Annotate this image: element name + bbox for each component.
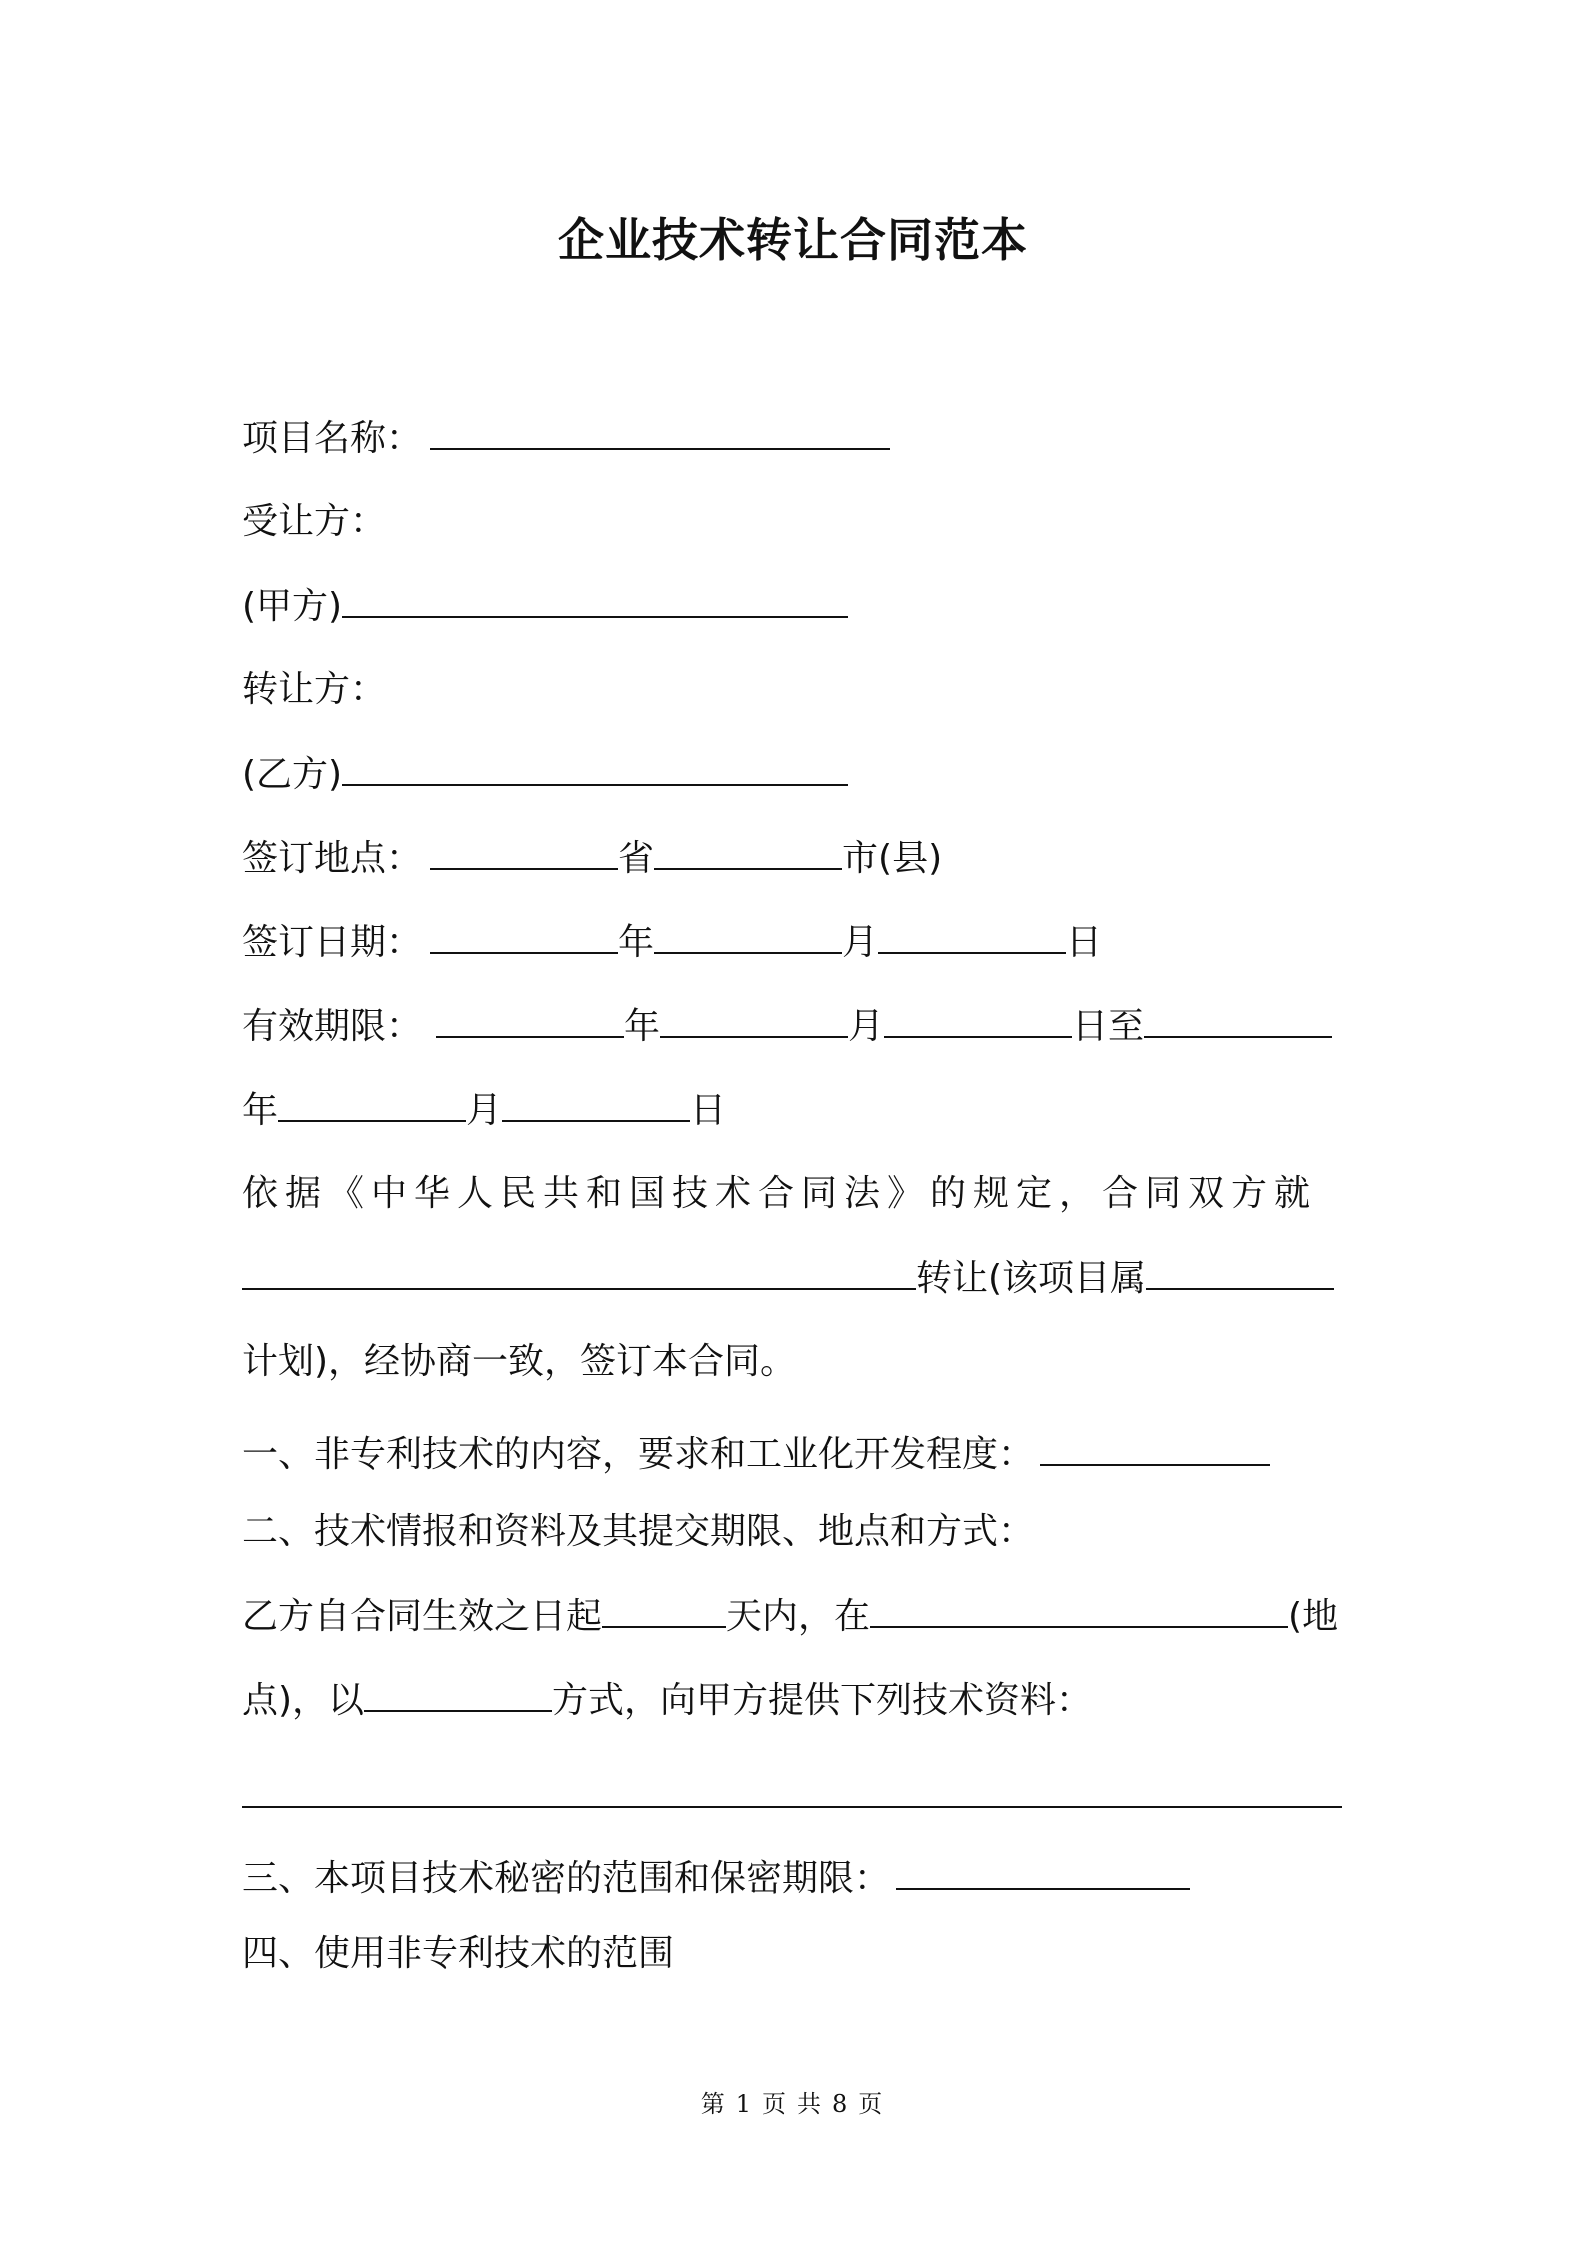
month-unit: 月 [848,1006,885,1047]
sign-place-line [242,834,942,883]
section-2-text: 二、技术情报和资料及其提交期限、地点和方式： [242,1511,1035,1552]
party-a-line [242,582,848,631]
preamble-text-1: 依据《中华人民共和国技术合同法》的规定，合同双方就 [242,1173,1318,1214]
city-unit: 市(县) [842,838,943,879]
section-2-text-e: 方式，向甲方提供下列技术资料： [552,1680,1093,1721]
validity-line [242,1002,1332,1051]
footer-total-pages: 8 [832,2090,851,2118]
preamble-line-1 [242,1170,1317,1218]
section-2-text-d: 点)，以 [242,1680,365,1721]
month-unit: 月 [466,1090,503,1131]
section-2-text-b: 天内，在 [726,1596,871,1637]
sign-date-label: 签订日期： [242,922,423,963]
document-title: 企业技术转让合同范本 [558,213,1028,267]
sign-day-blank[interactable] [878,918,1066,954]
party-a-label: (甲方) [242,586,343,627]
footer-total-prefix: 共 [797,2090,824,2118]
section-2-body-line-2 [242,1676,1092,1725]
party-a-blank[interactable] [342,582,848,618]
year-unit: 年 [624,1006,661,1047]
project-name-label: 项目名称： [242,418,423,459]
sign-month-blank[interactable] [654,918,842,954]
project-subject-blank[interactable] [242,1254,916,1290]
section-3-text: 三、本项目技术秘密的范围和保密期限： [242,1858,891,1899]
project-name-blank[interactable] [430,414,890,450]
footer-mid: 页 [762,2090,789,2118]
validity-line-continued [242,1086,726,1135]
section-3-blank[interactable] [896,1854,1190,1890]
footer-suffix: 页 [858,2090,886,2118]
preamble-line-3 [242,1338,796,1386]
province-unit: 省 [618,838,655,879]
section-4-heading [242,1930,674,1978]
section-2-heading [242,1508,1034,1556]
section-2-materials-line [242,1772,1342,1821]
preamble-text-2: 转让(该项目属 [916,1258,1147,1299]
day-to-unit: 日至 [1072,1006,1145,1047]
page-footer [0,2088,1586,2120]
days-blank[interactable] [602,1592,726,1628]
location-blank[interactable] [870,1592,1288,1628]
method-blank[interactable] [364,1676,552,1712]
province-blank[interactable] [430,834,618,870]
project-name-line [242,414,890,463]
sign-date-line [242,918,1102,967]
validity-end-day-blank[interactable] [502,1086,690,1122]
party-b-label: (乙方) [242,754,343,795]
footer-prefix: 第 [700,2090,728,2118]
validity-day-blank[interactable] [884,1002,1072,1038]
sign-place-label: 签订地点： [242,838,423,879]
day-unit: 日 [1066,922,1103,963]
section-1-text: 一、非专利技术的内容，要求和工业化开发程度： [242,1434,1035,1475]
transferor-label: 转让方： [242,669,387,710]
party-b-blank[interactable] [342,750,848,786]
section-4-text: 四、使用非专利技术的范围 [242,1933,675,1974]
sign-year-blank[interactable] [430,918,618,954]
validity-label: 有效期限： [242,1006,423,1047]
day-unit: 日 [690,1090,727,1131]
section-1-heading [242,1430,1270,1479]
section-2-body-line-1 [242,1592,1338,1641]
transferee-label: 受让方： [242,501,387,542]
section-2-text-c: (地 [1288,1596,1339,1637]
city-blank[interactable] [654,834,842,870]
transferee-line [242,498,386,546]
preamble-line-2 [242,1254,1334,1303]
month-unit: 月 [842,922,879,963]
preamble-text-3: 计划)，经协商一致，签订本合同。 [242,1341,797,1382]
validity-end-month-blank[interactable] [278,1086,466,1122]
materials-blank[interactable] [242,1772,1342,1808]
transferor-line [242,666,386,714]
validity-month-blank[interactable] [660,1002,848,1038]
footer-page-number: 1 [735,2090,754,2118]
section-3-heading [242,1854,1190,1903]
validity-year-blank[interactable] [436,1002,624,1038]
section-2-text-a: 乙方自合同生效之日起 [242,1596,603,1637]
party-b-line [242,750,848,799]
year-unit: 年 [242,1090,279,1131]
year-unit: 年 [618,922,655,963]
validity-end-year-blank[interactable] [1144,1002,1332,1038]
plan-blank[interactable] [1146,1254,1334,1290]
section-1-blank[interactable] [1040,1430,1270,1466]
